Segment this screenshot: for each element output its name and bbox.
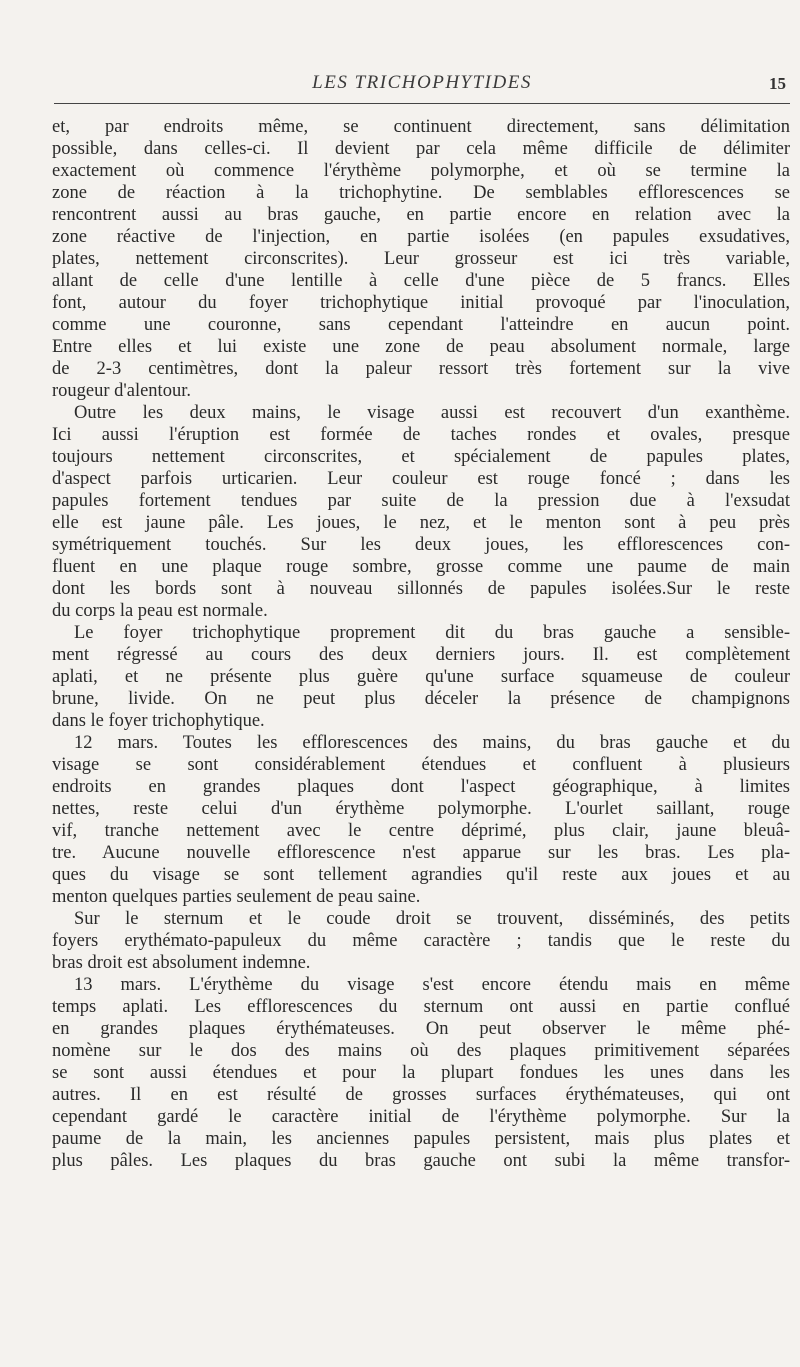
text-line: font, autour du foyer trichophytique initial provoqué par l'inoculation, [52, 293, 790, 313]
text-line: nettes, reste celui d'un érythème polymorphe. L'ourlet saillant, rouge [52, 799, 790, 819]
text-line: vif, tranche nettement avec le centre déprimé, plus clair, jaune bleuâ- [52, 821, 790, 841]
text-line: dans le foyer trichophytique. [52, 711, 265, 731]
text-line: possible, dans celles-ci. Il devient par cela même difficile de délimiter [52, 139, 790, 159]
text-line: autres. Il en est résulté de grosses surfaces érythémateuses, qui ont [52, 1085, 790, 1105]
text-line: aplati, et ne présente plus guère qu'une surface squameuse de couleur [52, 667, 790, 687]
text-line: foyers erythémato-papuleux du même caractère ; tandis que le reste du [52, 931, 790, 951]
text-line: plates, nettement circonscrites). Leur grosseur est ici très variable, [52, 249, 790, 269]
page-number: 15 [769, 74, 786, 93]
text-line: rougeur d'alentour. [52, 381, 191, 401]
text-line: ques du visage se sont tellement agrandies qu'il reste aux joues et au [52, 865, 790, 885]
header-rule [54, 103, 790, 104]
text-line: endroits en grandes plaques dont l'aspect géographique, à limites [52, 777, 790, 797]
text-line: elle est jaune pâle. Les joues, le nez, et le menton sont à peu près [52, 513, 790, 533]
text-line: plus pâles. Les plaques du bras gauche ont subi la même transfor- [52, 1151, 790, 1171]
text-line: menton quelques parties seulement de peau saine. [52, 887, 421, 907]
running-title: LES TRICHOPHYTIDES [312, 72, 532, 93]
text-line: de 2-3 centimètres, dont la paleur ressort très fortement sur la vive [52, 359, 790, 379]
text-line: se sont aussi étendues et pour la plupart fondues les unes dans les [52, 1063, 790, 1083]
text-line: et, par endroits même, se continuent directement, sans délimitation [52, 117, 790, 137]
text-line: Sur le sternum et le coude droit se trouvent, disséminés, des petits [74, 909, 790, 929]
text-line: cependant gardé le caractère initial de l'érythème polymorphe. Sur la [52, 1107, 790, 1127]
text-line: bras droit est absolument indemne. [52, 953, 311, 973]
text-line: temps aplati. Les efflorescences du sternum ont aussi en partie conflué [52, 997, 790, 1017]
body-text [52, 116, 790, 1172]
text-line: visage se sont considérablement étendues et confluent à plusieurs [52, 755, 790, 775]
text-line: Entre elles et lui existe une zone de peau absolument normale, large [52, 337, 790, 357]
text-line: papules fortement tendues par suite de la pression due à l'exsudat [52, 491, 790, 511]
running-head [52, 68, 792, 100]
text-line: du corps la peau est normale. [52, 601, 268, 621]
text-line: zone réactive de l'injection, en partie isolées (en papules exsudatives, [52, 227, 790, 247]
text-line: d'aspect parfois urticarien. Leur couleur est rouge foncé ; dans les [52, 469, 790, 489]
text-line: rencontrent aussi au bras gauche, en partie encore en relation avec la [52, 205, 790, 225]
text-line: paume de la main, les anciennes papules persistent, mais plus plates et [52, 1129, 790, 1149]
text-line: Ici aussi l'éruption est formée de taches rondes et ovales, presque [52, 425, 790, 445]
text-line: Le foyer trichophytique proprement dit du bras gauche a sensible- [74, 623, 790, 643]
text-line: zone de réaction à la trichophytine. De semblables efflorescences se [52, 183, 790, 203]
text-line: dont les bords sont à nouveau sillonnés de papules isolées.Sur le reste [52, 579, 790, 599]
text-line: comme une couronne, sans cependant l'atteindre en aucun point. [52, 315, 790, 335]
text-line: brune, livide. On ne peut plus déceler la présence de champignons [52, 689, 790, 709]
text-line: allant de celle d'une lentille à celle d'une pièce de 5 francs. Elles [52, 271, 790, 291]
text-line: exactement où commence l'érythème polymorphe, et où se termine la [52, 161, 790, 181]
text-line: toujours nettement circonscrites, et spécialement de papules plates, [52, 447, 790, 467]
text-line: symétriquement touchés. Sur les deux joues, les efflorescences con- [52, 535, 790, 555]
text-line: tre. Aucune nouvelle efflorescence n'est apparue sur les bras. Les pla- [52, 843, 790, 863]
text-line: Outre les deux mains, le visage aussi est recouvert d'un exanthème. [74, 403, 790, 423]
text-line: en grandes plaques érythémateuses. On peut observer le même phé- [52, 1019, 790, 1039]
text-line: 12 mars. Toutes les efflorescences des mains, du bras gauche et du [74, 733, 790, 753]
text-line: ment régressé au cours des deux derniers jours. Il. est complètement [52, 645, 790, 665]
text-line: nomène sur le dos des mains où des plaques primitivement séparées [52, 1041, 790, 1061]
text-line: 13 mars. L'érythème du visage s'est encore étendu mais en même [74, 975, 790, 995]
text-line: fluent en une plaque rouge sombre, grosse comme une paume de main [52, 557, 790, 577]
